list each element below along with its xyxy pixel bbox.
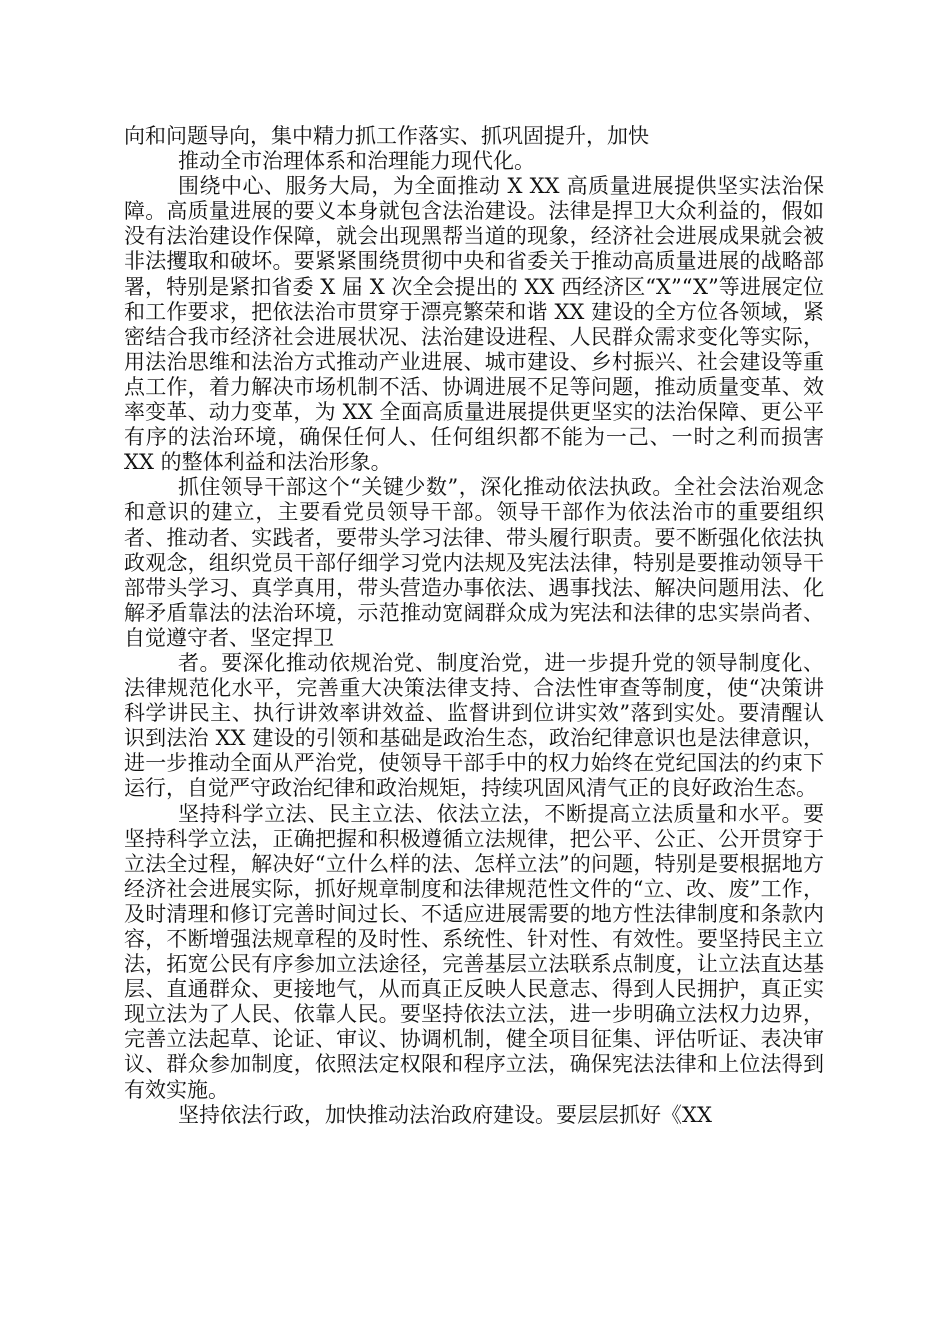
paragraph-1: 向和问题导向，集中精力抓工作落实、抓巩固提升，加快 (124, 124, 649, 148)
paragraph-2: 推动全市治理体系和治理能力现代化。 (178, 149, 535, 174)
document-body (124, 124, 824, 1128)
paragraph-3: 围绕中心、服务大局，为全面推动 X XX 高质量进展提供坚实法治保障。高质量进展的要义本身就包含法治建设。法律是捍卫大众利益的，假如没有法治建设作保障，就会出现黑帮当道的现象，经济社会进展成果就会被非法攫取和破坏。要紧紧围绕贯彻中央和省委关于推动高质量进展的战略部署，特别是紧扣省委 X 届 X 次全会提出的 XX 西经济区“X”“X”等进展定位和工作要求，把依法治市贯穿于漂亮繁荣和谐 XX 建设的全方位各领域，紧密结合我市经济社会进展状况、法治建设进程、人民群众需求变化等实际，用法治思维和法治方式推动产业进展、城市建设、乡村振兴、社会建设等重点工作，着力解决市场机制不活、协调进展不足等问题，推动质量变革、效率变革、动力变革，为 XX 全面高质量进展提供更坚实的法治保障、更公平有序的法治环境，确保任何人、任何组织都不能为一己、一时之利而损害 XX 的整体利益和法治形象。 (124, 174, 824, 475)
paragraph-4: 抓住领导干部这个“关键少数”，深化推动依法执政。全社会法治观念和意识的建立，主要看党员领导干部。领导干部作为依法治市的重要组织者、推动者、实践者，要带头学习法律、带头履行职责。要不断强化依法执政观念，组织党员干部仔细学习党内法规及宪法法律，特别是要推动领导干部带头学习、真学真用，带头营造办事依法、遇事找法、解决问题用法、化解矛盾靠法的法治环境，示范推动宽阔群众成为宪法和法律的忠实崇尚者、自觉遵守者、坚定捍卫 (124, 475, 824, 650)
paragraph-6: 坚持科学立法、民主立法、依法立法，不断提高立法质量和水平。要坚持科学立法，正确把握和积极遵循立法规律，把公平、公正、公开贯穿于立法全过程，解决好“立什么样的法、怎样立法”的问题，特别是要根据地方经济社会进展实际，抓好规章制度和法律规范性文件的“立、改、废”工作，及时清理和修订完善时间过长、不适应进展需要的地方性法律制度和条款内容，不断增强法规章程的及时性、系统性、针对性、有效性。要坚持民主立法，拓宽公民有序参加立法途径，完善基层立法联系点制度，让立法直达基层、直通群众、更接地气，从而真正反映人民意志、得到人民拥护，真正实现立法为了人民、依靠人民。要坚持依法立法，进一步明确立法权力边界，完善立法起草、论证、审议、协调机制，健全项目征集、评估听证、表决审议、群众参加制度，依照法定权限和程序立法，确保宪法法律和上位法得到有效实施。 (124, 801, 824, 1102)
paragraph-7: 坚持依法行政，加快推动法治政府建设。要层层抓好《XX (178, 1102, 712, 1127)
paragraph-5: 者。要深化推动依规治党、制度治党，进一步提升党的领导制度化、法律规范化水平，完善重大决策法律支持、合法性审查等制度，使“决策讲科学讲民主、执行讲效率讲效益、监督讲到位讲实效”落到实处。要清醒认识到法治 XX 建设的引领和基础是政治生态，政治纪律意识也是法律意识，进一步推动全面从严治党，使领导干部手中的权力始终在党纪国法的约束下运行，自觉严守政治纪律和政治规矩，持续巩固风清气正的良好政治生态。 (124, 650, 824, 801)
